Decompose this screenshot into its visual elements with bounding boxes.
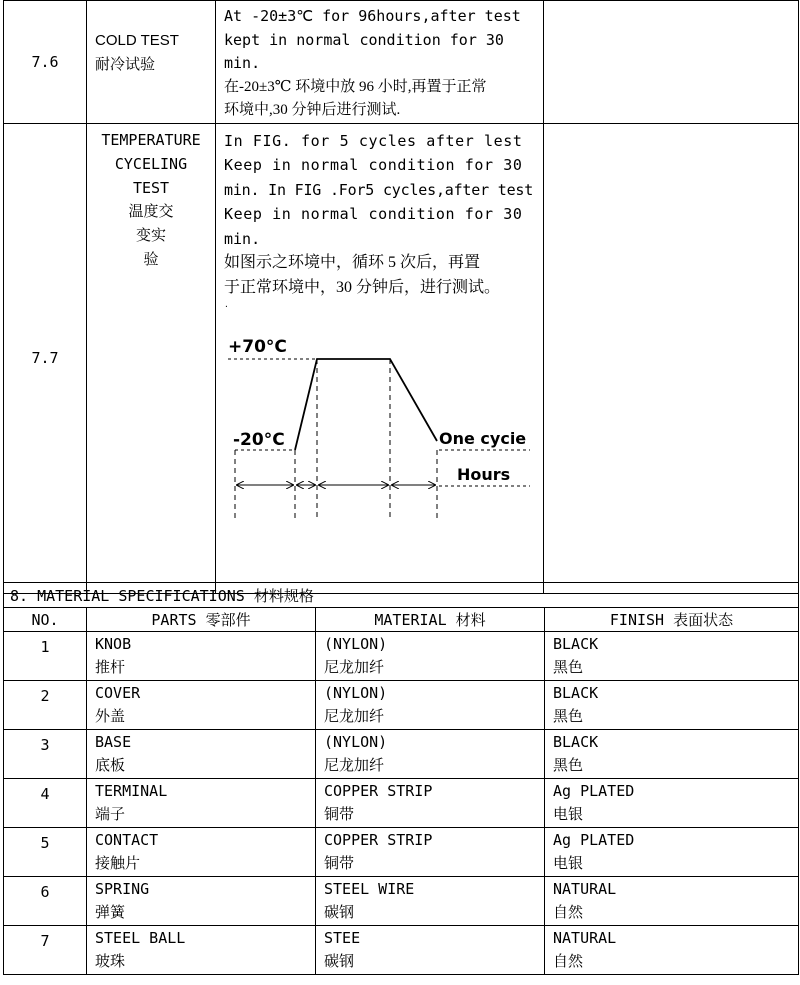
material-spec-table <box>3 582 799 975</box>
material-en: (NYLON) <box>324 733 388 751</box>
finish-cn: 电银 <box>553 807 584 823</box>
test-number: 7.7 <box>4 123 87 593</box>
material-rows <box>4 632 799 975</box>
cell-finish <box>545 926 799 975</box>
row-number: 2 <box>40 687 50 705</box>
desc-line: min. <box>224 229 261 248</box>
finish-cn: 黑色 <box>553 660 584 676</box>
header-row <box>4 608 799 632</box>
cell-no <box>4 681 87 730</box>
material-cn: 碳钢 <box>324 954 355 970</box>
cell-material <box>316 926 545 975</box>
table-row <box>4 730 799 779</box>
part-name-en: SPRING <box>95 880 150 898</box>
cell-material <box>316 632 545 681</box>
test-item-line: 温度交 <box>128 203 174 220</box>
part-name-en: KNOB <box>95 635 132 653</box>
test-item-line: TEST <box>132 178 170 197</box>
test-item-en: COLD TEST <box>95 32 179 49</box>
test-item-line: 验 <box>143 251 159 268</box>
part-name-en: CONTACT <box>95 831 159 849</box>
material-cn: 尼龙加纤 <box>324 660 385 676</box>
material-cn: 碳钢 <box>324 905 355 921</box>
desc-line: . <box>224 300 229 309</box>
hours-label: Hours <box>457 465 511 484</box>
table-row <box>4 926 799 975</box>
cell-part <box>87 730 316 779</box>
row-number: 7 <box>40 932 50 950</box>
test-item-line: 变实 <box>135 227 166 244</box>
row-number: 1 <box>40 638 50 656</box>
high-temp-label: +70°C <box>228 337 287 357</box>
cell-part <box>87 926 316 975</box>
one-cycle-label: One cycie <box>439 429 527 448</box>
part-name-en: STEEL BALL <box>95 929 186 947</box>
part-name-cn: 外盖 <box>95 709 126 725</box>
part-name-cn: 底板 <box>95 758 126 774</box>
finish-en: BLACK <box>553 684 599 702</box>
row-number: 5 <box>40 834 50 852</box>
part-name-cn: 端子 <box>95 807 126 823</box>
section-title-row <box>4 583 799 608</box>
cell-no <box>4 828 87 877</box>
cell-finish <box>545 632 799 681</box>
row-number: 3 <box>40 736 50 754</box>
part-name-en: COVER <box>95 684 141 702</box>
table-row <box>4 877 799 926</box>
desc-line: 如图示之环境中，循环 5 次后，再置 <box>224 254 481 271</box>
cell-material <box>316 877 545 926</box>
test-description <box>216 1 544 124</box>
test-item <box>87 123 216 593</box>
temperature-profile <box>295 359 437 450</box>
finish-en: Ag PLATED <box>553 831 635 849</box>
material-en: STEE <box>324 929 361 947</box>
finish-cn: 自然 <box>553 954 584 970</box>
finish-cn: 自然 <box>553 905 584 921</box>
finish-en: BLACK <box>553 635 599 653</box>
cell-finish <box>545 779 799 828</box>
desc-line: kept in normal condition for 30 min. <box>224 30 504 72</box>
section-title: 8. MATERIAL SPECIFICATIONS 材料规格 <box>4 583 799 608</box>
desc-line: At -20±3℃ for 96hours,after test <box>224 7 521 25</box>
header-material: MATERIAL 材料 <box>316 608 545 632</box>
desc-line: min. In FIG .For5 cycles,after test <box>224 180 534 199</box>
test-remark <box>544 123 799 593</box>
part-name-cn: 玻珠 <box>95 954 126 970</box>
finish-cn: 电银 <box>553 856 584 872</box>
part-name-en: TERMINAL <box>95 782 168 800</box>
header-no: NO. <box>4 608 87 632</box>
part-name-cn: 推杆 <box>95 660 126 676</box>
part-name-en: BASE <box>95 733 132 751</box>
cell-finish <box>545 730 799 779</box>
cell-finish <box>545 681 799 730</box>
cell-material <box>316 779 545 828</box>
cell-part <box>87 632 316 681</box>
row-number: 4 <box>40 785 50 803</box>
test-item-line: TEMPERATURE <box>101 130 201 149</box>
cell-part <box>87 779 316 828</box>
cell-no <box>4 877 87 926</box>
table-row <box>4 828 799 877</box>
table-row <box>4 681 799 730</box>
cell-no <box>4 926 87 975</box>
cell-material <box>316 681 545 730</box>
finish-en: NATURAL <box>553 929 617 947</box>
material-en: (NYLON) <box>324 684 388 702</box>
cell-material <box>316 828 545 877</box>
test-row-7-6 <box>4 1 799 124</box>
finish-cn: 黑色 <box>553 758 584 774</box>
header-finish: FINISH 表面状态 <box>545 608 799 632</box>
row-number: 6 <box>40 883 50 901</box>
material-cn: 尼龙加纤 <box>324 758 385 774</box>
material-cn: 铜带 <box>324 807 355 823</box>
material-en: STEEL WIRE <box>324 880 415 898</box>
material-cn: 尼龙加纤 <box>324 709 385 725</box>
cell-no <box>4 632 87 681</box>
cell-no <box>4 730 87 779</box>
desc-line: In FIG. for 5 cycles after lest <box>224 131 523 150</box>
test-number: 7.6 <box>4 1 87 124</box>
test-item-line: CYCELING <box>114 154 188 173</box>
header-parts: PARTS 零部件 <box>87 608 316 632</box>
cell-no <box>4 779 87 828</box>
finish-cn: 黑色 <box>553 709 584 725</box>
finish-en: NATURAL <box>553 880 617 898</box>
cell-material <box>316 730 545 779</box>
desc-line: 于正常环境中，30 分钟后，进行测试。 <box>224 278 501 296</box>
table-row <box>4 779 799 828</box>
material-cn: 铜带 <box>324 856 355 872</box>
desc-line: Keep in normal condition for 30 <box>224 156 523 174</box>
test-item-cn: 耐冷试验 <box>95 57 156 73</box>
part-name-cn: 弹簧 <box>95 905 126 921</box>
finish-en: Ag PLATED <box>553 782 635 800</box>
material-en: COPPER STRIP <box>324 831 433 849</box>
part-name-cn: 接触片 <box>95 856 141 872</box>
cycle-diagram <box>225 328 540 523</box>
cell-finish <box>545 828 799 877</box>
finish-en: BLACK <box>553 733 599 751</box>
test-remark <box>544 1 799 124</box>
material-en: (NYLON) <box>324 635 388 653</box>
desc-line: 在-20±3℃ 环境中放 96 小时,再置于正常 <box>224 78 487 95</box>
cell-finish <box>545 877 799 926</box>
cell-part <box>87 828 316 877</box>
low-temp-label: -20°C <box>233 430 285 450</box>
temperature-cycle-figure <box>225 328 540 523</box>
desc-line: 环境中,30 分钟后进行测试. <box>224 102 401 118</box>
desc-line: Keep in normal condition for 30 <box>224 205 523 223</box>
table-row <box>4 632 799 681</box>
test-item <box>87 1 216 124</box>
material-en: COPPER STRIP <box>324 782 433 800</box>
cell-part <box>87 681 316 730</box>
cell-part <box>87 877 316 926</box>
